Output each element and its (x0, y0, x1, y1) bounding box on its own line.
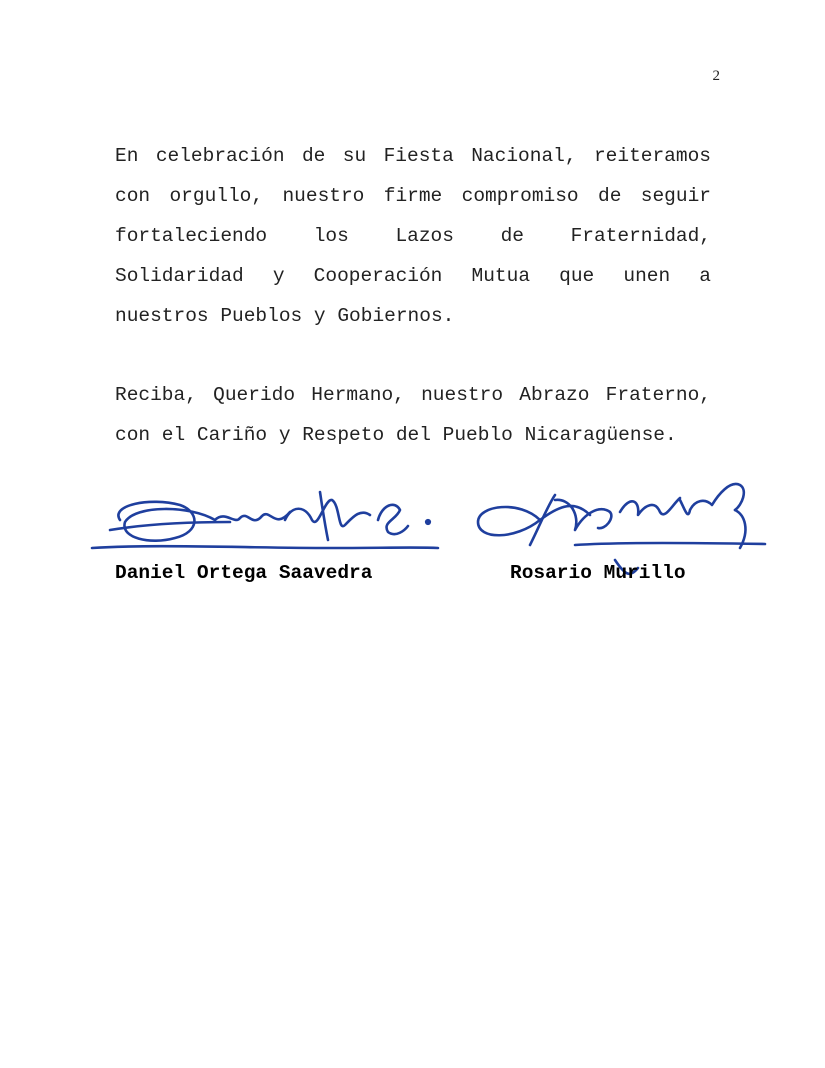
signer-name-daniel-ortega: Daniel Ortega Saavedra (115, 562, 373, 584)
letter-paragraph-2: Reciba, Querido Hermano, nuestro Abrazo Fraterno, con el Cariño y Respeto del Pueblo Nicaragüense. (115, 384, 711, 446)
letter-paragraph-1: En celebración de su Fiesta Nacional, reiteramos con orgullo, nuestro firme compromiso de seguir fortaleciendo los Lazos de Fraternidad, Solidaridad y Cooperación Mutua que unen a nuestros Pueblos y Gobiernos. (115, 145, 711, 327)
page-number: 2 (712, 68, 720, 84)
signer-name-rosario-murillo: Rosario Murillo (510, 562, 686, 584)
signature-daniel-ortega (92, 492, 438, 548)
